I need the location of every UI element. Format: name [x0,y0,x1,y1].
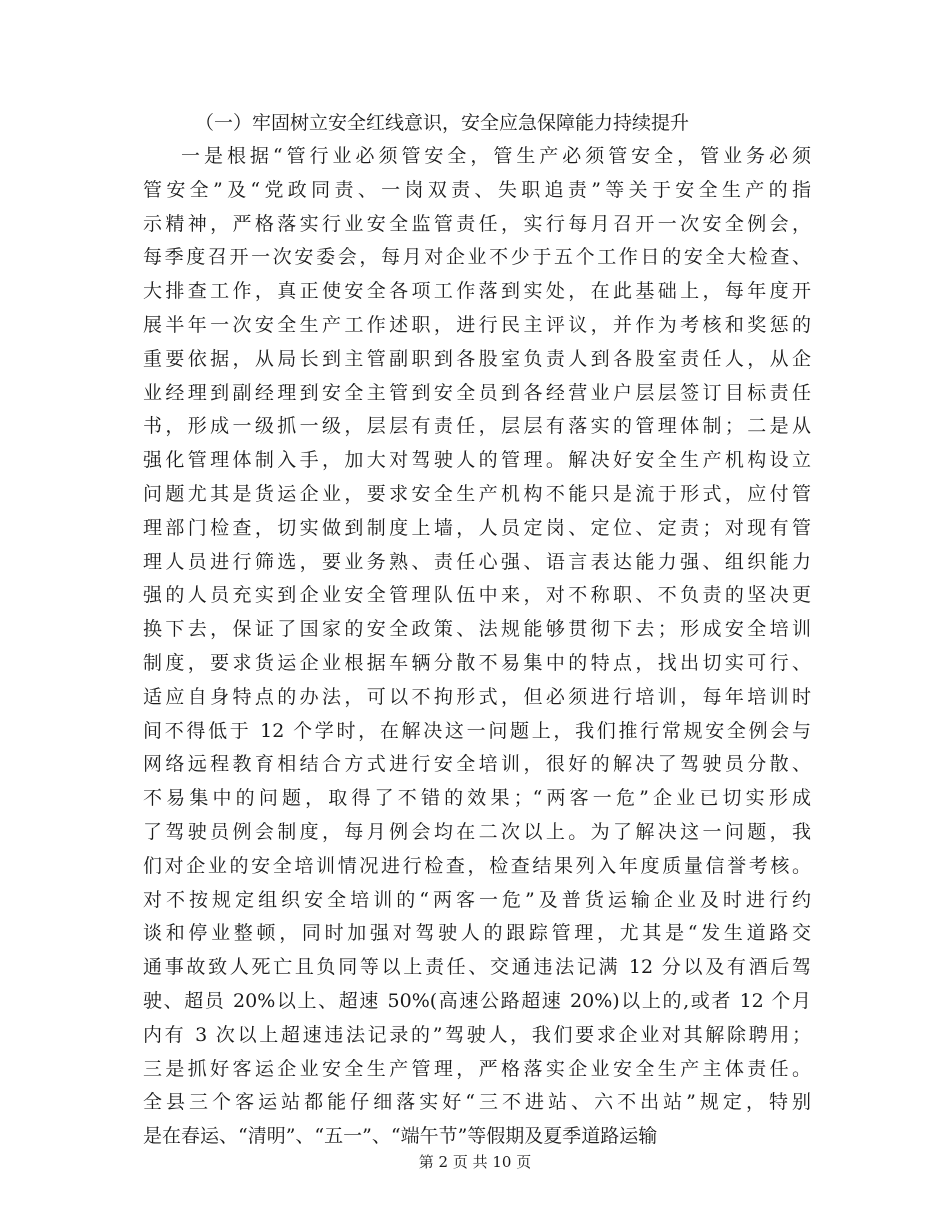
text-line: 每季度召开一次安委会，每月对企业不少于五个工作日的安全大检查、 [143,246,811,269]
text-line: 三是抓好客运企业安全生产管理，严格落实企业安全生产主体责任。 [143,1057,811,1080]
text-line: 谈和停业整顿，同时加强对驾驶人的跟踪管理，尤其是“发生道路交 [143,922,811,945]
text-line: 大排查工作，真正使安全各项工作落到实处，在此基础上，每年度开 [143,280,811,303]
text-line: 重要依据，从局长到主管副职到各股室负责人到各股室责任人，从企 [143,347,811,370]
body-paragraph [143,140,811,1154]
text-line: 理人员进行筛选，要业务熟、责任心强、语言表达能力强、组织能力 [143,550,811,573]
text-line: 理部门检查，切实做到制度上墙，人员定岗、定位、定责；对现有管 [143,516,811,539]
text-line: 换下去，保证了国家的安全政策、法规能够贯彻下去；形成安全培训 [143,618,811,641]
section-heading: （一）牢固树立安全红线意识，安全应急保障能力持续提升 [195,112,690,134]
text-line: 一是根据“管行业必须管安全，管生产必须管安全，管业务必须 [181,145,811,167]
text-line: 示精神，严格落实行业安全监管责任，实行每月召开一次安全例会， [143,212,811,235]
text-line: 业经理到副经理到安全主管到安全员到各经营业户层层签订目标责任 [143,381,811,404]
text-line: 网络远程教育相结合方式进行安全培训，很好的解决了驾驶员分散、 [143,753,811,776]
text-line: 问题尤其是货运企业，要求安全生产机构不能只是流于形式，应付管 [143,482,811,505]
text-line: 对不按规定组织安全培训的“两客一危”及普货运输企业及时进行约 [143,888,811,911]
text-line: 间不得低于 12 个学时，在解决这一问题上，我们推行常规安全例会与 [143,719,811,742]
text-line: 全县三个客运站都能仔细落实好“三不进站、六不出站”规定，特别 [143,1091,811,1114]
text-line: 通事故致人死亡且负同等以上责任、交通违法记满 12 分以及有酒后驾 [143,956,811,979]
text-line: 强化管理体制入手，加大对驾驶人的管理。解决好安全生产机构设立 [143,449,811,472]
document-content [143,106,811,1154]
text-line: 展半年一次安全生产工作述职，进行民主评议，并作为考核和奖惩的 [143,313,811,336]
text-line: 管安全”及“党政同责、一岗双责、失职追责”等关于安全生产的指 [143,178,811,201]
text-line: 内有 3 次以上超速违法记录的”驾驶人，我们要求企业对其解除聘用； [143,1023,811,1046]
text-line: 们对企业的安全培训情况进行检查，检查结果列入年度质量信誉考核。 [143,854,811,877]
text-line: 了驾驶员例会制度，每月例会均在二次以上。为了解决这一问题，我 [143,820,811,843]
text-line: 适应自身特点的办法，可以不拘形式，但必须进行培训，每年培训时 [143,685,811,708]
text-line: 强的人员充实到企业安全管理队伍中来，对不称职、不负责的坚决更 [143,584,811,607]
text-line: 驶、超员 20%以上、超速 50%(高速公路超速 20%)以上的,或者 12 个月 [143,989,811,1012]
text-line: 制度，要求货运企业根据车辆分散不易集中的特点，找出切实可行、 [143,651,811,674]
text-line: 书，形成一级抓一级，层层有责任，层层有落实的管理体制；二是从 [143,415,811,438]
page-number-footer: 第 2 页 共 10 页 [418,1153,532,1171]
text-line: 是在春运、“清明”、“五一”、“端午节”等假期及夏季道路运输 [143,1125,658,1148]
text-line: 不易集中的问题，取得了不错的效果；“两客一危”企业已切实形成 [143,787,811,810]
